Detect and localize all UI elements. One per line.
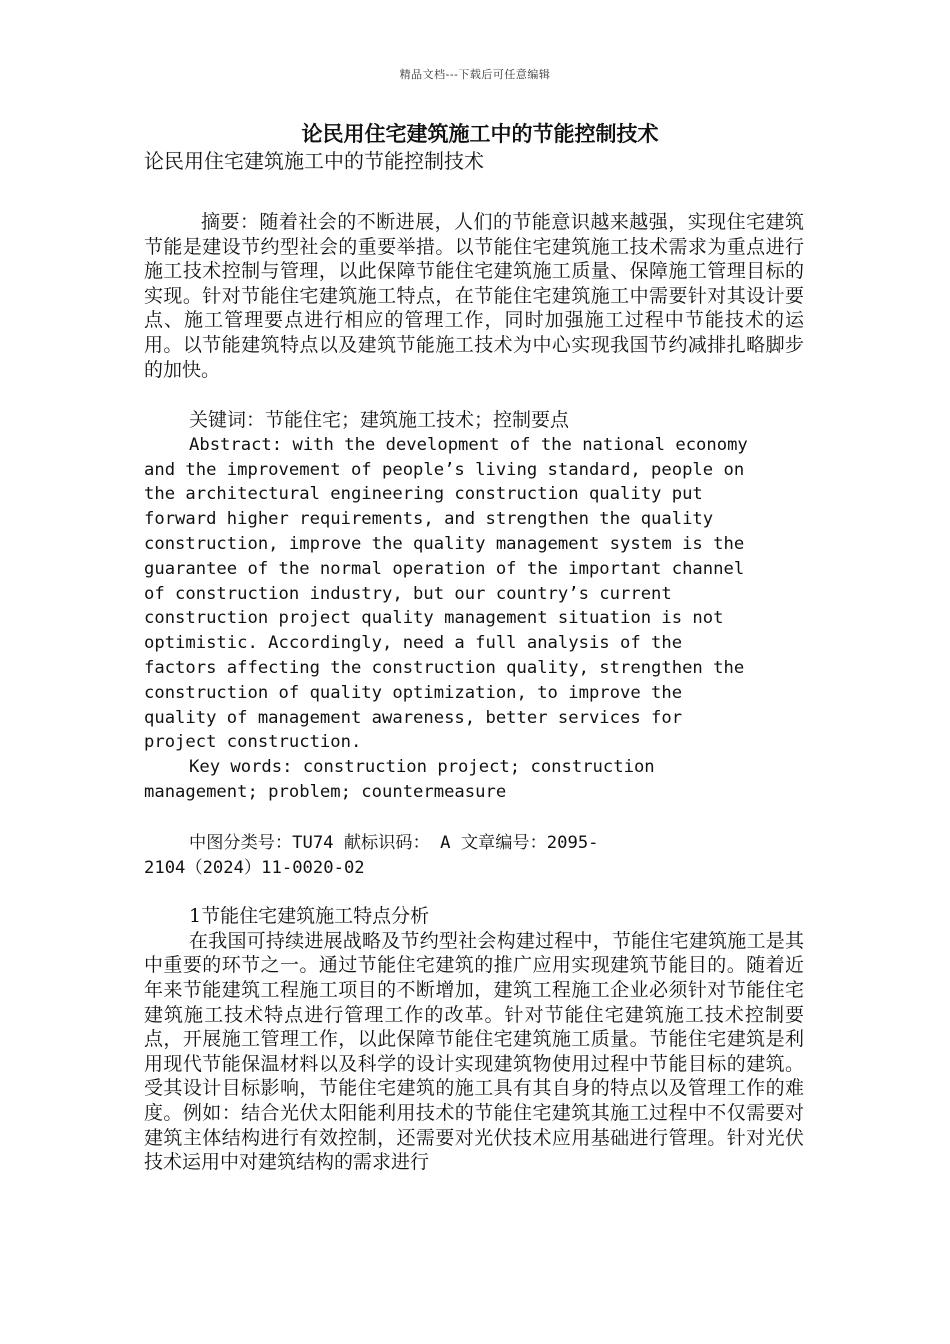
- spacer: [144, 174, 804, 210]
- page-watermark: 精品文档---下载后可任意编辑: [399, 68, 551, 81]
- section-1-heading: 1节能住宅建筑施工特点分析: [189, 905, 430, 928]
- keywords-en: Key words: construction project; construction management; problem; countermeasure: [144, 757, 655, 802]
- keywords-cn: 关键词：节能住宅；建筑施工技术；控制要点: [189, 409, 570, 432]
- article-body: [144, 120, 804, 1175]
- spacer: [144, 805, 804, 831]
- classification-info: 中图分类号：TU74 献标识码： A 文章编号：2095- 2104（2024）11-0020-02: [144, 832, 599, 878]
- section-1-body: 在我国可持续进展战略及节约型社会构建过程中，节能住宅建筑施工是其中重要的环节之一。通过节能住宅建筑的推广应用实现建筑节能目的。随着近年来节能建筑工程施工项目的不断增加，建筑工程施工企业必须针对节能住宅建筑施工技术特点进行管理工作的改革。针对节能住宅建筑施工技术控制要点，开展施工管理工作，以此保障节能住宅建筑施工质量。节能住宅建筑是利用现代节能保温材料以及科学的设计实现建筑物使用过程中节能目标的建筑。受其设计目标影响，节能住宅建筑的施工具有其自身的特点以及管理工作的难度。例如：结合光伏太阳能利用技术的节能住宅建筑其施工过程中不仅需要对建筑主体结构进行有效控制，还需要对光伏技术应用基础进行管理。针对光伏技术运用中对建筑结构的需求进行: [144, 929, 804, 1174]
- spacer: [144, 382, 804, 408]
- article-title: 论民用住宅建筑施工中的节能控制技术: [301, 121, 659, 146]
- spacer: [144, 880, 804, 904]
- article-subtitle: 论民用住宅建筑施工中的节能控制技术: [144, 149, 484, 173]
- abstract-cn: 摘要：随着社会的不断进展，人们的节能意识越来越强，实现住宅建筑节能是建设节约型社会的重要举措。以节能住宅建筑施工技术需求为重点进行施工技术控制与管理，以此保障节能住宅建筑施工质量、保障施工管理目标的实现。针对节能住宅建筑施工特点，在节能住宅建筑施工中需要针对其设计要点、施工管理要点进行相应的管理工作，同时加强施工过程中节能技术的运用。以节能建筑特点以及建筑节能施工技术为中心实现我国节约减排扎略脚步的加快。: [144, 211, 804, 381]
- abstract-en: Abstract: with the development of the national economy and the improvement of people’s living standard, people on the architectural engineering construction quality put forward higher requirements, and strengthen the quality construction, improve the quality management system is the guarantee of the normal operation of the important channel of construction industry, but our country’s current construction project quality management situation is not optimistic. Accordingly, need a full analysis of the factors affecting the construction quality, strengthen the construction of quality optimization, to improve the quality of management awareness, better services for project construction.: [144, 434, 748, 753]
